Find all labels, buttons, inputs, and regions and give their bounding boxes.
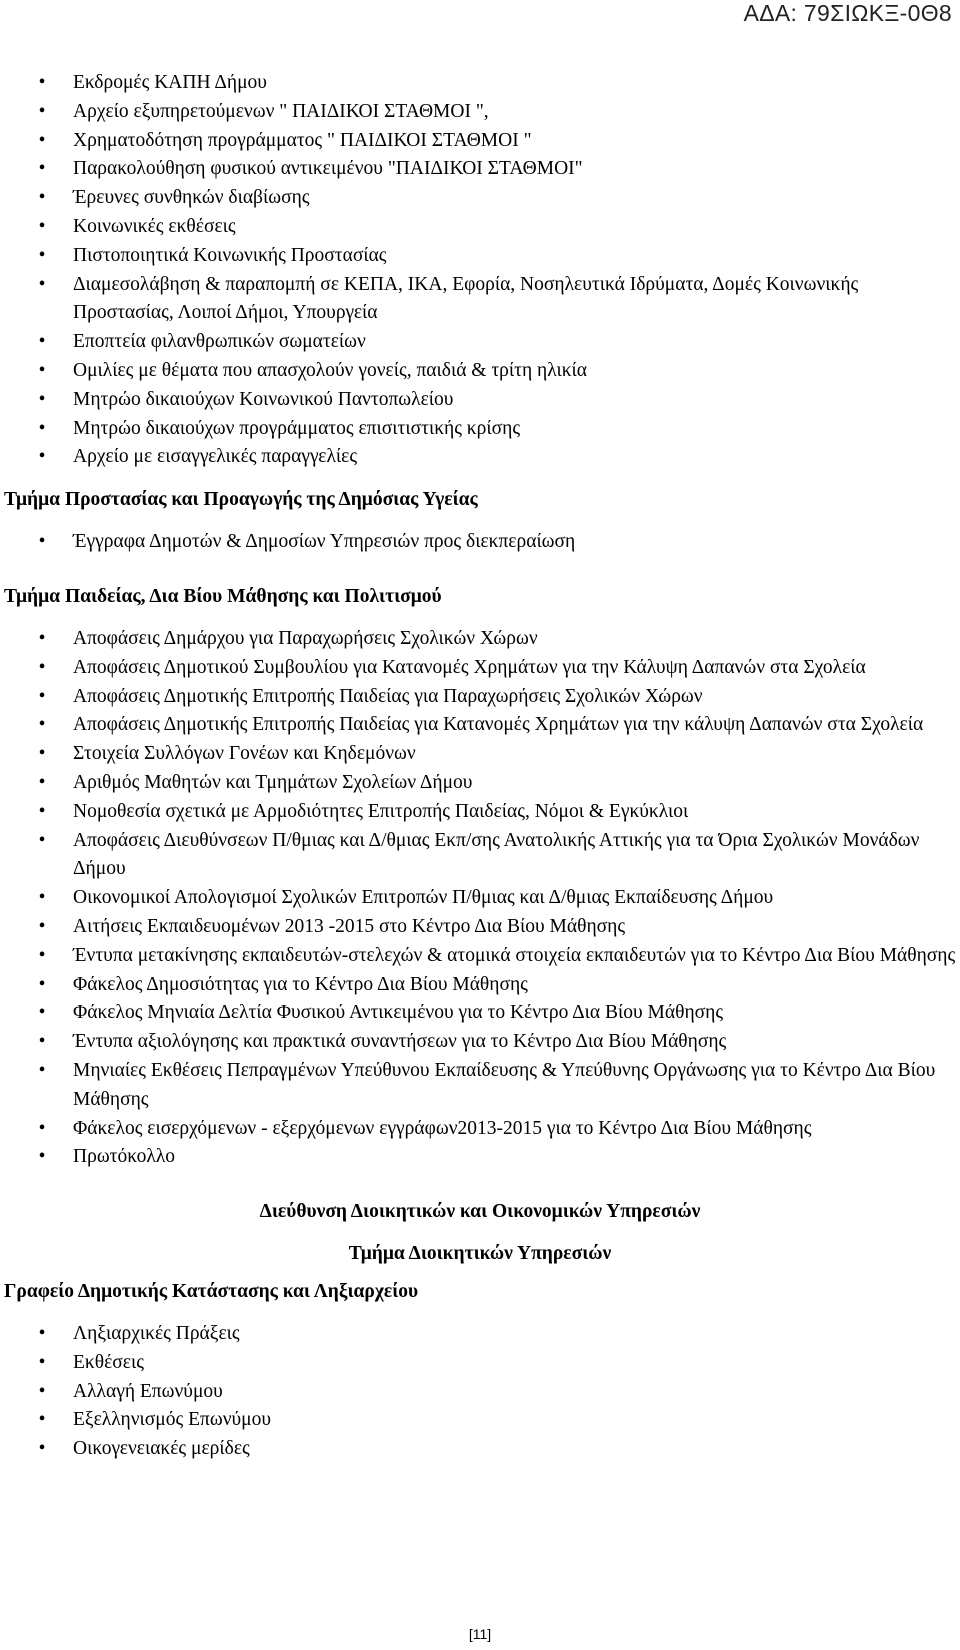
list-item xyxy=(0,711,960,740)
list-item xyxy=(0,971,960,1000)
bullet-icon: • xyxy=(38,1059,46,1081)
list-item-text: Πρωτόκολλο xyxy=(73,1146,176,1168)
list-item xyxy=(0,1028,960,1057)
bullet-icon: • xyxy=(38,887,46,909)
list-item-text: Νομοθεσία σχετικά με Αρμοδιότητες Επιτροπής Παιδείας, Νόμοι & Εγκύκλιοι xyxy=(73,800,689,822)
list-item-text: Έγγραφα Δημοτών & Δημοσίων Υπηρεσιών προς διεκπεραίωση xyxy=(73,531,576,553)
list-item xyxy=(0,1143,960,1172)
list-item xyxy=(0,769,960,798)
list-item xyxy=(0,386,960,415)
list-item xyxy=(0,69,960,98)
list-item xyxy=(0,1406,960,1435)
bullet-icon: • xyxy=(38,331,46,353)
list-item xyxy=(0,184,960,213)
bullet-icon: • xyxy=(38,244,46,266)
list-item xyxy=(0,443,960,472)
list-item-text: Παρακολούθηση φυσικού αντικειμένου "ΠΑΙΔΙΚΟΙ ΣΤΑΘΜΟΙ" xyxy=(73,158,583,180)
bullet-icon: • xyxy=(38,129,46,151)
list-item-text: Χρηματοδότηση προγράμματος " ΠΑΙΔΙΚΟΙ ΣΤΑΘΜΟΙ " xyxy=(73,129,532,151)
bullet-icon: • xyxy=(38,771,46,793)
registry-office-heading: Γραφείο Δημοτικής Κατάστασης και Ληξιαρχείου xyxy=(4,1281,419,1303)
list-item xyxy=(0,1057,960,1115)
list-item-text: Κοινωνικές εκθέσεις xyxy=(73,215,236,237)
bullet-icon: • xyxy=(38,417,46,439)
list-item xyxy=(0,1320,960,1349)
list-item-text: Στοιχεία Συλλόγων Γονέων και Κηδεμόνων xyxy=(73,743,416,765)
list-item-text: Ομιλίες με θέματα που απασχολούν γονείς, παιδιά & τρίτη ηλικία xyxy=(73,359,587,381)
bullet-icon: • xyxy=(38,158,46,180)
bullet-icon: • xyxy=(38,944,46,966)
list-item-text: Πιστοποιητικά Κοινωνικής Προστασίας xyxy=(73,244,387,266)
list-item-text: Μητρώο δικαιούχων Κοινωνικού Παντοπωλείου xyxy=(73,388,454,410)
list-item xyxy=(0,913,960,942)
list-item-text: Έντυπα μετακίνησης εκπαιδευτών-στελεχών & ατομικά στοιχεία εκπαιδευτών για το Κέντρο Δια Βίου Μάθησης xyxy=(73,944,956,966)
bullet-icon: • xyxy=(38,1146,46,1168)
bullet-icon: • xyxy=(38,1409,46,1431)
bullet-icon: • xyxy=(38,1351,46,1373)
list-item-text: Αλλαγή Επωνύμου xyxy=(73,1380,223,1402)
section-heading-public-health: Τμήμα Προστασίας και Προαγωγής της Δημόσιας Υγείας xyxy=(4,489,478,511)
list-item xyxy=(0,798,960,827)
list-item-text: Φάκελος Δημοσιότητας για το Κέντρο Δια Βίου Μάθησης xyxy=(73,973,528,995)
bullet-icon: • xyxy=(38,973,46,995)
list-item xyxy=(0,528,960,557)
list-item xyxy=(0,999,960,1028)
public-health-list xyxy=(0,528,960,557)
list-item xyxy=(0,1378,960,1407)
bullet-icon: • xyxy=(38,1117,46,1139)
list-item-text: Αποφάσεις Δημοτικής Επιτροπής Παιδείας για Κατανομές Χρημάτων για την κάλυψη Δαπανών στα Σχολεία xyxy=(73,714,924,736)
list-item-text: Οικονομικοί Απολογισμοί Σχολικών Επιτροπών Π/θμιας και Δ/θμιας Εκπαίδευσης Δήμου xyxy=(73,887,774,909)
admin-department-heading: Τμήμα Διοικητικών Υπηρεσιών xyxy=(348,1243,612,1265)
bullet-icon: • xyxy=(38,915,46,937)
document-body xyxy=(0,69,960,1464)
list-item-text: Φάκελος εισερχόμενων - εξερχόμενων εγγράφων2013-2015 για το Κέντρο Δια Βίου Μάθησης xyxy=(73,1117,812,1139)
list-item xyxy=(0,98,960,127)
bullet-icon: • xyxy=(38,1380,46,1402)
section-heading-education: Τμήμα Παιδείας, Δια Βίου Μάθησης και Πολιτισμού xyxy=(4,585,442,607)
bullet-icon: • xyxy=(38,1323,46,1345)
social-services-list xyxy=(0,69,960,472)
bullet-icon: • xyxy=(38,656,46,678)
bullet-icon: • xyxy=(38,829,46,851)
list-item xyxy=(0,155,960,184)
list-item xyxy=(0,328,960,357)
bullet-icon: • xyxy=(38,273,46,295)
list-item-text: Έντυπα αξιολόγησης και πρακτικά συναντήσεων για το Κέντρο Δια Βίου Μάθησης xyxy=(73,1031,727,1053)
bullet-icon: • xyxy=(38,685,46,707)
list-item xyxy=(0,740,960,769)
list-item-text: Αποφάσεις Διευθύνσεων Π/θμιας και Δ/θμιας Εκπ/σης Ανατολικής Αττικής για τα Όρια Σχολικών Μονάδων Δήμου xyxy=(73,829,920,880)
list-item xyxy=(0,683,960,712)
list-item-text: Φάκελος Μηνιαία Δελτία Φυσικού Αντικειμένου για το Κέντρο Δια Βίου Μάθησης xyxy=(73,1002,724,1024)
bullet-icon: • xyxy=(38,215,46,237)
bullet-icon: • xyxy=(38,531,46,553)
list-item xyxy=(0,827,960,885)
list-item-text: Αριθμός Μαθητών και Τμημάτων Σχολείων Δήμου xyxy=(73,771,473,793)
bullet-icon: • xyxy=(38,100,46,122)
list-item xyxy=(0,415,960,444)
list-item-text: Έρευνες συνθηκών διαβίωσης xyxy=(73,187,310,209)
list-item xyxy=(0,625,960,654)
list-item xyxy=(0,271,960,329)
list-item xyxy=(0,242,960,271)
bullet-icon: • xyxy=(38,627,46,649)
bullet-icon: • xyxy=(38,743,46,765)
page-number: [11] xyxy=(468,1626,492,1642)
list-item-text: Αποφάσεις Δημοτικού Συμβουλίου για Κατανομές Χρημάτων για την Κάλυψη Δαπανών στα Σχολεία xyxy=(73,656,866,678)
list-item xyxy=(0,1349,960,1378)
list-item-text: Εκθέσεις xyxy=(73,1351,144,1373)
bullet-icon: • xyxy=(38,388,46,410)
bullet-icon: • xyxy=(38,714,46,736)
list-item xyxy=(0,1435,960,1464)
list-item-text: Μηνιαίες Εκθέσεις Πεπραγμένων Υπεύθυνου Εκπαίδευσης & Υπεύθυνης Οργάνωσης για το Κέντρο Δια Βίου Μάθησης xyxy=(73,1059,936,1110)
list-item-text: Ληξιαρχικές Πράξεις xyxy=(73,1323,240,1345)
bullet-icon: • xyxy=(38,1031,46,1053)
list-item-text: Διαμεσολάβηση & παραπομπή σε ΚΕΠΑ, ΙΚΑ, Εφορία, Νοσηλευτικά Ιδρύματα, Δομές Κοινωνικής Προστασίας, Λοιποί Δήμοι, Υπουργεία xyxy=(73,273,859,324)
bullet-icon: • xyxy=(38,1438,46,1460)
list-item-text: Αποφάσεις Δημάρχου για Παραχωρήσεις Σχολικών Χώρων xyxy=(73,627,538,649)
bullet-icon: • xyxy=(38,1002,46,1024)
list-item-text: Αιτήσεις Εκπαιδευομένων 2013 -2015 στο Κέντρο Δια Βίου Μάθησης xyxy=(73,915,626,937)
list-item-text: Εκδρομές ΚΑΠΗ Δήμου xyxy=(73,72,267,93)
list-item-text: Αποφάσεις Δημοτικής Επιτροπής Παιδείας για Παραχωρήσεις Σχολικών Χώρων xyxy=(73,685,703,707)
bullet-icon: • xyxy=(38,72,46,93)
list-item-text: Εποπτεία φιλανθρωπικών σωματείων xyxy=(73,331,366,353)
bullet-icon: • xyxy=(38,446,46,468)
bullet-icon: • xyxy=(38,187,46,209)
directorate-heading: Διεύθυνση Διοικητικών και Οικονομικών Υπηρεσιών xyxy=(259,1201,701,1223)
registry-list xyxy=(0,1320,960,1464)
list-item xyxy=(0,942,960,971)
list-item xyxy=(0,654,960,683)
bullet-icon: • xyxy=(38,359,46,381)
list-item xyxy=(0,1115,960,1144)
education-list xyxy=(0,625,960,1172)
list-item xyxy=(0,357,960,386)
list-item xyxy=(0,213,960,242)
list-item-text: Αρχείο με εισαγγελικές παραγγελίες xyxy=(73,446,358,468)
list-item xyxy=(0,127,960,156)
list-item-text: Εξελληνισμός Επωνύμου xyxy=(73,1409,272,1431)
list-item-text: Μητρώο δικαιούχων προγράμματος επισιτιστικής κρίσης xyxy=(73,417,521,439)
list-item xyxy=(0,884,960,913)
list-item-text: Αρχείο εξυπηρετούμενων " ΠΑΙΔΙΚΟΙ ΣΤΑΘΜΟΙ ", xyxy=(73,100,489,122)
bullet-icon: • xyxy=(38,800,46,822)
ada-code: ΑΔΑ: 79ΣΙΩΚΞ-0Θ8 xyxy=(743,0,952,26)
list-item-text: Οικογενειακές μερίδες xyxy=(73,1438,250,1460)
